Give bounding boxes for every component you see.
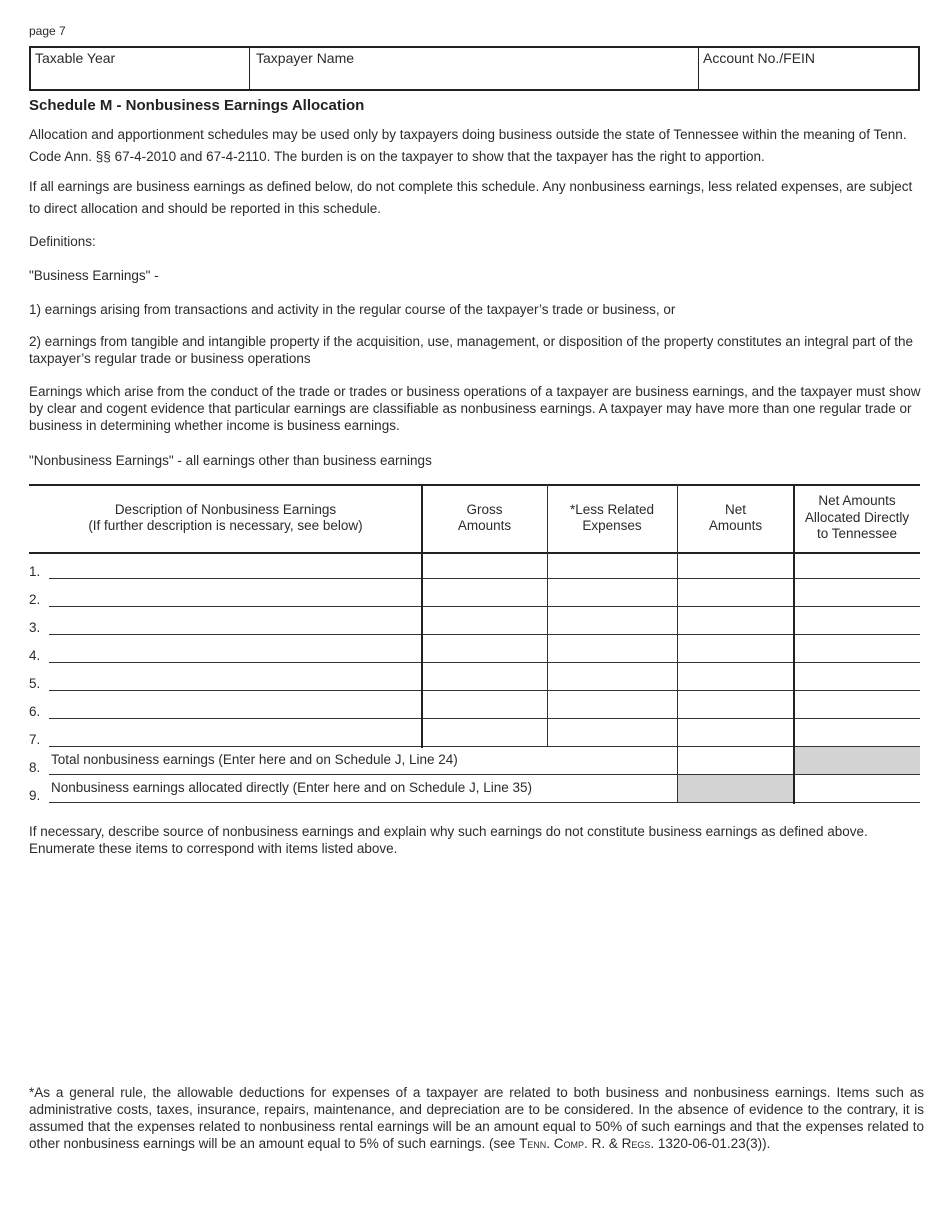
row-number: 5.	[29, 676, 41, 691]
taxable-year-label: Taxable Year	[35, 50, 116, 66]
header-box	[29, 46, 920, 91]
page-title: Schedule M - Nonbusiness Earnings Allocation	[29, 97, 365, 114]
earnings-paragraph: Earnings which arise from the conduct of the trade or trades or business operations of a taxpayer are business earnings, and the taxpayer must show by clear and cogent evidence that particular earnings are classifiable as nonbusiness earnings. A taxpayer may have more than one regular trade or business in determining whether income is business earnings.	[29, 384, 921, 433]
intro-paragraph-2: If all earnings are business earnings as defined below, do not complete this schedule. Any nonbusiness earnings, less related expenses, are subject to direct allocation and should be reported in this schedule.	[29, 179, 913, 217]
business-earnings-label: "Business Earnings" -	[29, 268, 159, 283]
col-header-description: Description of Nonbusiness Earnings (If further description is necessary, see below)	[88, 501, 363, 533]
taxpayer-name-field[interactable]	[250, 48, 699, 89]
row-number: 1.	[29, 564, 41, 579]
taxpayer-name-label: Taxpayer Name	[256, 50, 355, 66]
taxable-year-field[interactable]	[31, 48, 250, 89]
row-number: 4.	[29, 648, 41, 663]
row-number: 9.	[29, 788, 41, 803]
nonbusiness-earnings-table	[29, 484, 920, 804]
row-number: 2.	[29, 592, 41, 607]
page-number: page 7	[29, 24, 66, 38]
shaded-cell-line-9	[677, 774, 794, 802]
row-number: 6.	[29, 704, 41, 719]
row-number: 7.	[29, 732, 41, 747]
definition-1: 1) earnings arising from transactions and activity in the regular course of the taxpayer’s trade or business, or	[29, 302, 676, 317]
shaded-cell-line-8	[794, 746, 920, 774]
footnote-citation: Tenn. Comp. R. & Regs.	[519, 1135, 655, 1151]
account-no-field[interactable]	[699, 48, 918, 89]
col-header-allocated: Net Amounts Allocated Directly to Tennessee	[804, 493, 910, 542]
line-8-label: Total nonbusiness earnings (Enter here and on Schedule J, Line 24)	[51, 752, 458, 767]
row-number: 8.	[29, 760, 41, 775]
account-no-label: Account No./FEIN	[703, 50, 816, 66]
col-header-less-expenses: *Less Related Expenses	[569, 501, 655, 533]
definitions-label: Definitions:	[29, 234, 96, 249]
col-header-net: Net Amounts	[708, 501, 763, 533]
col-header-gross: Gross Amounts	[457, 501, 512, 533]
intro-paragraph-1: Allocation and apportionment schedules may be used only by taxpayers doing business outside the state of Tennessee within the meaning of Tenn. Code Ann. §§ 67-4-2010 and 67-4-2110. The burden is on the taxpayer to show that the taxpayer has the right to apportion.	[29, 127, 907, 165]
definition-2: 2) earnings from tangible and intangible property if the acquisition, use, management, or disposition of the property constitutes an integral part of the taxpayer’s regular trade or business operations	[29, 334, 914, 366]
nonbusiness-definition: "Nonbusiness Earnings" - all earnings other than business earnings	[29, 453, 432, 468]
describe-paragraph: If necessary, describe source of nonbusiness earnings and explain why such earnings do not constitute business earnings as defined above. Enumerate these items to correspond with items listed above.	[29, 824, 868, 856]
line-9-label: Nonbusiness earnings allocated directly (Enter here and on Schedule J, Line 35)	[51, 780, 533, 795]
footnote: *As a general rule, the allowable deductions for expenses of a taxpayer are related to both business and nonbusiness earnings. Items such as administrative costs, taxes, insurance, repairs, maintenance, and depreciation are to be considered. In the absence of evidence to the contrary, it is assumed that the expenses related to nonbusiness rental earnings will be an amount equal to 50% of such earnings and that the expenses related to other nonbusiness earnings will be an amount equal to 5% of such earnings. (see Tenn. Comp. R. & Regs. 1320-06-01.23(3)).	[29, 1085, 924, 1151]
row-number: 3.	[29, 620, 41, 635]
